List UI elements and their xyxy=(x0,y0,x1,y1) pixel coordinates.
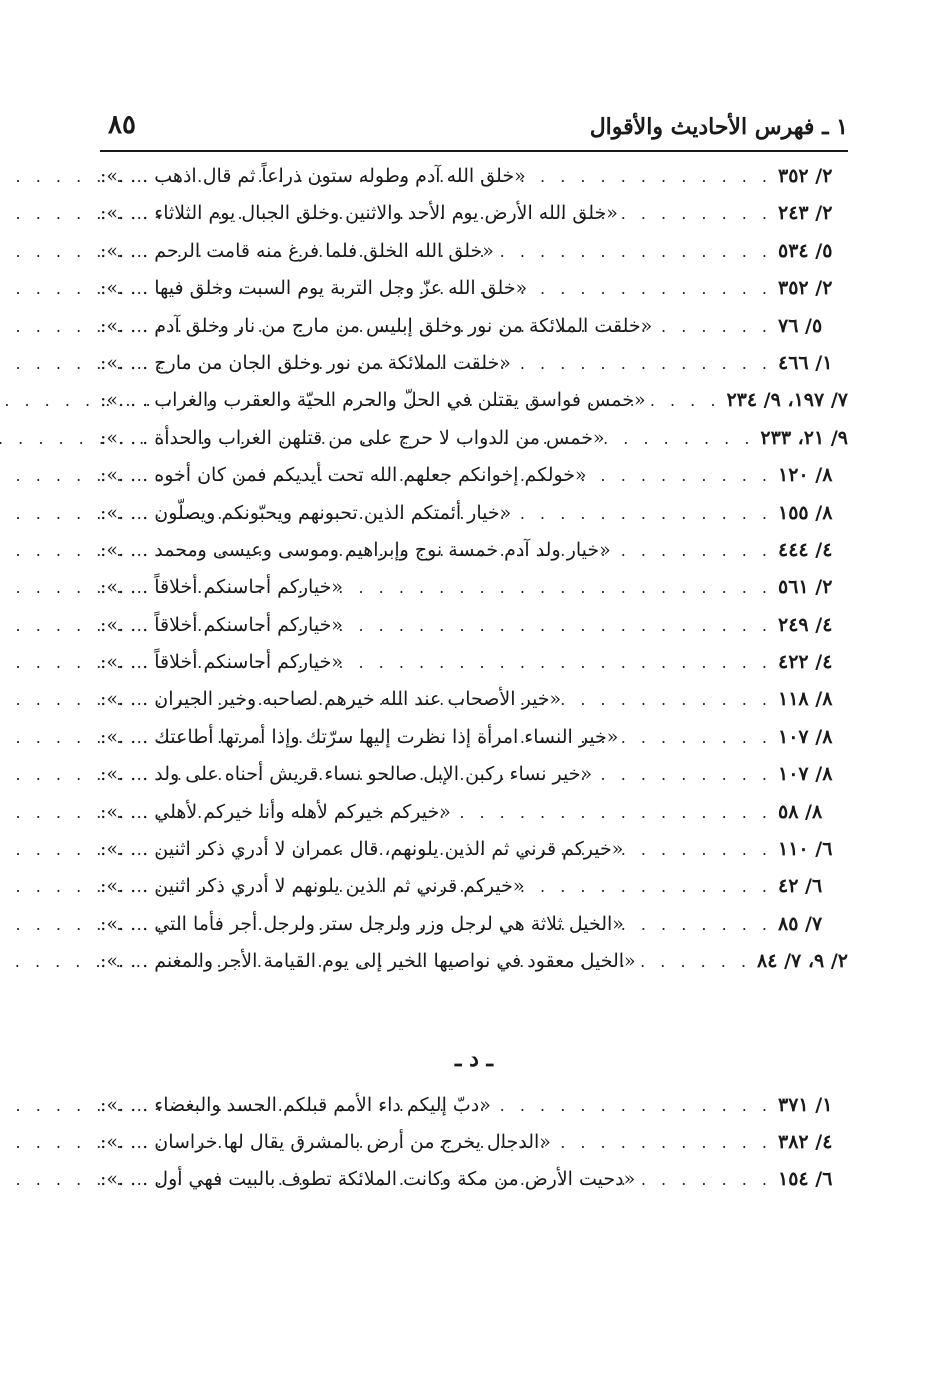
leader-dots xyxy=(641,1161,772,1198)
index-entry xyxy=(100,532,848,569)
entry-text: «خلقت الملائكة من نور وخلق إبليس من مارج من نار وخلق آدم . . .»: xyxy=(100,314,653,337)
entry-reference: ٨/ ١٠٧ xyxy=(778,725,833,748)
leader-dots xyxy=(617,532,772,569)
leader-dots xyxy=(611,420,755,457)
index-entry xyxy=(100,270,848,307)
entry-text: «خيار ولد آدم خمسة نوح وإبراهيم وموسى وعيسى ومحمد . . .»: xyxy=(100,538,611,561)
index-page xyxy=(100,108,848,1199)
entry-text: «خيار أئمتكم الذين تحبونهم ويحبّونكم ويصلّون . . .»: xyxy=(100,501,512,524)
index-entry xyxy=(100,1087,848,1124)
index-entry xyxy=(100,719,848,756)
leader-dots xyxy=(533,270,772,307)
index-entry xyxy=(100,195,848,232)
entry-text: «خلق الله الخلق فلما فرغ منه قامت الرحم . . .»: xyxy=(100,239,494,262)
entry-text: «دبّ إليكم داء الأمم قبلكم الحسد والبغضاء . . .»: xyxy=(100,1093,491,1116)
entry-text: «خير الأصحاب عند الله خيرهم لصاحبه وخير الجيران . . .»: xyxy=(100,688,562,711)
entry-reference: ٢/ ٢٤٣ xyxy=(778,202,833,225)
index-entry xyxy=(100,345,848,382)
leader-dots xyxy=(629,831,772,868)
index-entry xyxy=(100,906,848,943)
header-rule xyxy=(100,150,848,152)
index-entry xyxy=(100,831,848,868)
entry-reference: ٤/ ٤٤٤ xyxy=(778,538,833,561)
index-entry xyxy=(100,495,848,532)
entry-text: «خمس فواسق يقتلن في الحلّ والحرم الحيّة والعقرب والغراب . . .»: xyxy=(100,389,646,412)
index-entry xyxy=(100,868,848,905)
leader-dots xyxy=(497,1087,772,1124)
entry-text: «خولكم إخوانكم جعلهم الله تحت أيديكم فمن كان أخوه . . .»: xyxy=(100,464,587,487)
index-entry xyxy=(100,569,848,606)
leader-dots xyxy=(349,644,772,681)
leader-dots xyxy=(349,607,772,644)
entry-text: «خياركم أحاسنكم أخلاقاً . . .»: xyxy=(100,576,343,599)
entry-reference: ٨/ ١١٨ xyxy=(778,688,833,711)
leader-dots xyxy=(532,158,772,195)
leader-dots xyxy=(349,569,772,606)
entry-reference: ٧/ ١٩٧، ٩/ ٢٣٤ xyxy=(726,389,848,412)
leader-dots xyxy=(652,382,721,419)
entry-text: «خير نساء ركبن الإبل صالحو نساء قريش أحناه على ولد . . .»: xyxy=(100,763,593,786)
leader-dots xyxy=(517,495,772,532)
entry-reference: ٦/ ١٥٤ xyxy=(778,1168,833,1191)
entry-reference: ٨/ ١٥٥ xyxy=(778,501,833,524)
entry-text: «خمس من الدواب لا حرج على من قتلهن الغراب والحدأة . . .»: xyxy=(100,426,605,449)
entry-text: «الخيل ثلاثة هي لرجل وزر ولرجل ستر ولرجل أجر فأما التي . . .»: xyxy=(100,912,624,935)
entry-text: «دحيت الأرض من مكة وكانت الملائكة تطوف بالبيت فهي أول . . .»: xyxy=(100,1168,636,1191)
entry-reference: ٩/ ٢١، ٢٣٣ xyxy=(760,426,848,449)
entry-reference: ١/ ٣٧١ xyxy=(778,1093,833,1116)
index-entry xyxy=(100,1161,848,1198)
entry-reference: ٨/ ١٠٧ xyxy=(778,763,833,786)
index-entry xyxy=(100,756,848,793)
leader-dots xyxy=(624,195,772,232)
index-entry xyxy=(100,308,848,345)
index-entry xyxy=(100,1124,848,1161)
entry-text: «خيركم قرني ثم الذين يلونهم، قال عمران لا أدري ذكر اثنين . . .»: xyxy=(100,838,624,861)
index-entry xyxy=(100,794,848,831)
leader-dots xyxy=(500,233,772,270)
entry-reference: ٤/ ٤٢٢ xyxy=(778,651,833,674)
entry-text: «خلقت الملائكة من نور وخلق الجان من مارج . . .»: xyxy=(100,351,511,374)
leader-dots xyxy=(642,943,751,980)
entry-list-kha xyxy=(100,158,848,981)
entry-list-dal xyxy=(100,1087,848,1199)
index-entry xyxy=(100,457,848,494)
entry-reference: ٤/ ٢٤٩ xyxy=(778,613,833,636)
entry-reference: ٥/ ٥٣٤ xyxy=(778,239,833,262)
entry-reference: ٥/ ٧٦ xyxy=(778,314,823,337)
section-heading-dal: ـ د ـ xyxy=(454,1045,493,1072)
leader-dots xyxy=(530,868,772,905)
entry-reference: ٢/ ٥٦١ xyxy=(778,576,833,599)
leader-dots xyxy=(658,308,772,345)
index-entry xyxy=(100,382,848,419)
index-entry xyxy=(100,681,848,718)
page-header xyxy=(100,108,848,150)
index-entry xyxy=(100,644,848,681)
leader-dots xyxy=(517,345,772,382)
entry-reference: ٢/ ٣٥٢ xyxy=(778,165,833,187)
index-entry xyxy=(100,158,848,195)
leader-dots xyxy=(630,906,772,943)
entry-reference: ٧/ ٨٥ xyxy=(778,912,823,935)
entry-text: «خلق الله آدم وطوله ستون ذراعاً ثم قال اذهب . . .»: xyxy=(100,165,526,187)
page-number: ٨٥ xyxy=(108,110,136,140)
leader-dots xyxy=(567,681,772,718)
entry-reference: ٨/ ١٢٠ xyxy=(778,464,833,487)
entry-text: «خلق الله عزّ وجل التربة يوم السبت وخلق فيها . . .»: xyxy=(100,277,528,300)
entry-reference: ٦/ ١١٠ xyxy=(778,838,833,861)
entry-reference: ٤/ ٣٨٢ xyxy=(778,1130,833,1153)
leader-dots xyxy=(598,756,772,793)
index-entry xyxy=(100,233,848,270)
entry-reference: ٨/ ٥٨ xyxy=(778,800,823,823)
page-title: ١ ـ فهرس الأحاديث والأقوال xyxy=(589,114,848,140)
index-entry xyxy=(100,607,848,644)
entry-reference: ٢/ ٩، ٧/ ٨٤ xyxy=(757,950,848,973)
index-entry xyxy=(100,420,848,457)
index-entry xyxy=(100,943,848,980)
entry-text: «خيركم قرني ثم الذين يلونهم لا أدري ذكر اثنين . . .»: xyxy=(100,875,525,898)
leader-dots xyxy=(624,719,772,756)
entry-text: «خياركم أحاسنكم أخلاقاً . . .»: xyxy=(100,613,343,636)
entry-text: «خير النساء امرأة إذا نظرت إليها سرّتك وإذا أمرتها أطاعتك . . .»: xyxy=(100,725,619,748)
entry-reference: ٢/ ٣٥٢ xyxy=(778,277,833,300)
entry-text: «خلق الله الأرض يوم الأحد والاثنين وخلق الجبال يوم الثلاثاء . . .»: xyxy=(100,202,618,225)
entry-text: «خيركم خيركم لأهله وأنا خيركم لأهلي . . .»: xyxy=(100,800,451,823)
leader-dots xyxy=(457,794,772,831)
entry-text: «الخيل معقود في نواصيها الخير إلى يوم القيامة الأجر والمغنم . . .»: xyxy=(100,950,636,973)
leader-dots xyxy=(593,457,772,494)
entry-reference: ٦/ ٤٢ xyxy=(778,875,823,898)
entry-text: «خياركم أحاسنكم أخلاقاً . . .»: xyxy=(100,651,343,674)
entry-text: «الدجال يخرج من أرض بالمشرق يقال لها خراسان . . .»: xyxy=(100,1130,551,1153)
leader-dots xyxy=(557,1124,772,1161)
entry-reference: ١/ ٤٦٦ xyxy=(778,351,833,374)
